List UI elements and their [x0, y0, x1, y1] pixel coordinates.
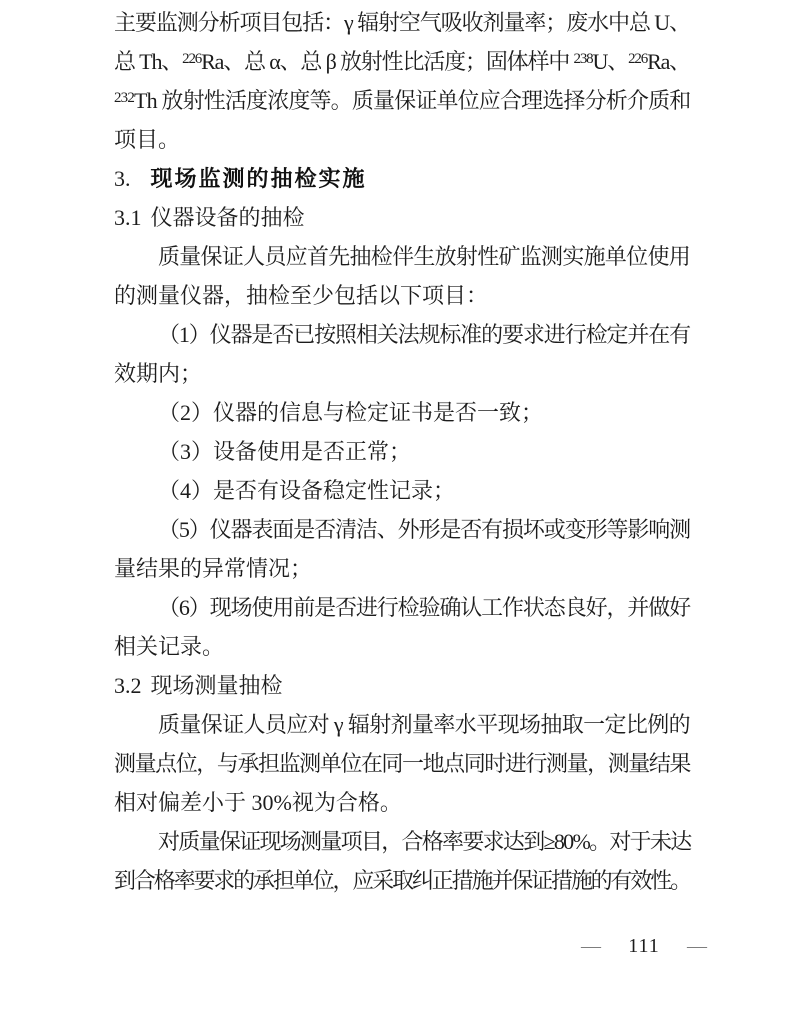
subsection-heading [114, 198, 690, 237]
paragraph-line [114, 588, 690, 627]
paragraph-line [114, 510, 690, 549]
heading-title: 现场测量抽检 [150, 673, 283, 698]
text-run: U、 [592, 49, 629, 74]
text-run: 相关记录。 [114, 634, 225, 659]
text-run: 总 Th、 [114, 49, 183, 74]
text-run: （3）设备使用是否正常； [158, 439, 412, 464]
text-run: 效期内； [114, 361, 203, 386]
paragraph-line [114, 315, 690, 354]
text-run: 测量点位，与承担监测单位在同一地点同时进行测量，测量结果 [114, 751, 690, 776]
footer-left-dash: — [581, 935, 601, 957]
page-footer [581, 933, 707, 959]
paragraph-line [114, 237, 690, 276]
paragraph-line [114, 393, 690, 432]
document-text-block [114, 3, 690, 900]
page-number: 111 [628, 935, 660, 957]
text-run: 量结果的异常情况； [114, 556, 313, 581]
isotope-mass-superscript: 226 [182, 51, 202, 67]
paragraph-line [114, 276, 690, 315]
paragraph-line [114, 42, 690, 81]
heading-num: 3.2 [114, 673, 142, 698]
text-run: 相对偏差小于 30%视为合格。 [114, 790, 402, 815]
text-run: 项目。 [114, 127, 181, 152]
paragraph-line [114, 783, 690, 822]
text-run: （4）是否有设备稳定性记录； [158, 478, 456, 503]
paragraph-line [114, 549, 690, 588]
paragraph-line [114, 354, 690, 393]
text-run: 主要监测分析项目包括：γ 辐射空气吸收剂量率；废水中总 U、 [114, 10, 690, 35]
paragraph-line [114, 822, 690, 861]
paragraph-line [114, 627, 690, 666]
paragraph-line [114, 861, 690, 900]
text-run: （5）仪器表面是否清洁、外形是否有损坏或变形等影响测 [158, 517, 690, 542]
paragraph-line [114, 120, 690, 159]
isotope-mass-superscript: 226 [628, 51, 648, 67]
heading-num: 3.1 [114, 205, 142, 230]
isotope-mass-superscript: 232 [114, 90, 134, 106]
text-run: （2）仪器的信息与检定证书是否一致； [158, 400, 544, 425]
heading-title: 现场监测的抽检实施 [150, 166, 367, 191]
text-run: Ra、 [647, 49, 690, 74]
text-run: （6）现场使用前是否进行检验确认工作状态良好，并做好 [158, 595, 690, 620]
paragraph-line [114, 3, 690, 42]
text-run: Th 放射性活度浓度等。质量保证单位应合理选择分析介质和 [133, 88, 691, 113]
text-run: 到合格率要求的承担单位，应采取纠正措施并保证措施的有效性。 [114, 868, 690, 893]
heading-title: 仪器设备的抽检 [150, 205, 305, 230]
text-run: （1）仪器是否已按照相关法规标准的要求进行检定并在有 [158, 322, 690, 347]
paragraph-line [114, 471, 690, 510]
text-run: 质量保证人员应首先抽检伴生放射性矿监测实施单位使用 [158, 244, 691, 269]
text-run: 质量保证人员应对 γ 辐射剂量率水平现场抽取一定比例的 [158, 712, 690, 737]
paragraph-line [114, 81, 690, 120]
text-run: 的测量仪器，抽检至少包括以下项目： [114, 283, 489, 308]
footer-right-dash: — [686, 935, 707, 957]
paragraph-line [114, 744, 690, 783]
text-run: Ra、总 α、总 β 放射性比活度；固体样中 [201, 49, 574, 74]
subsection-heading [114, 666, 690, 705]
paragraph-line [114, 432, 690, 471]
section-heading [114, 159, 690, 198]
text-run: 对质量保证现场测量项目，合格率要求达到≥80%。对于未达 [158, 829, 691, 854]
isotope-mass-superscript: 238 [573, 51, 593, 67]
heading-num: 3. [114, 166, 131, 191]
paragraph-line [114, 705, 690, 744]
